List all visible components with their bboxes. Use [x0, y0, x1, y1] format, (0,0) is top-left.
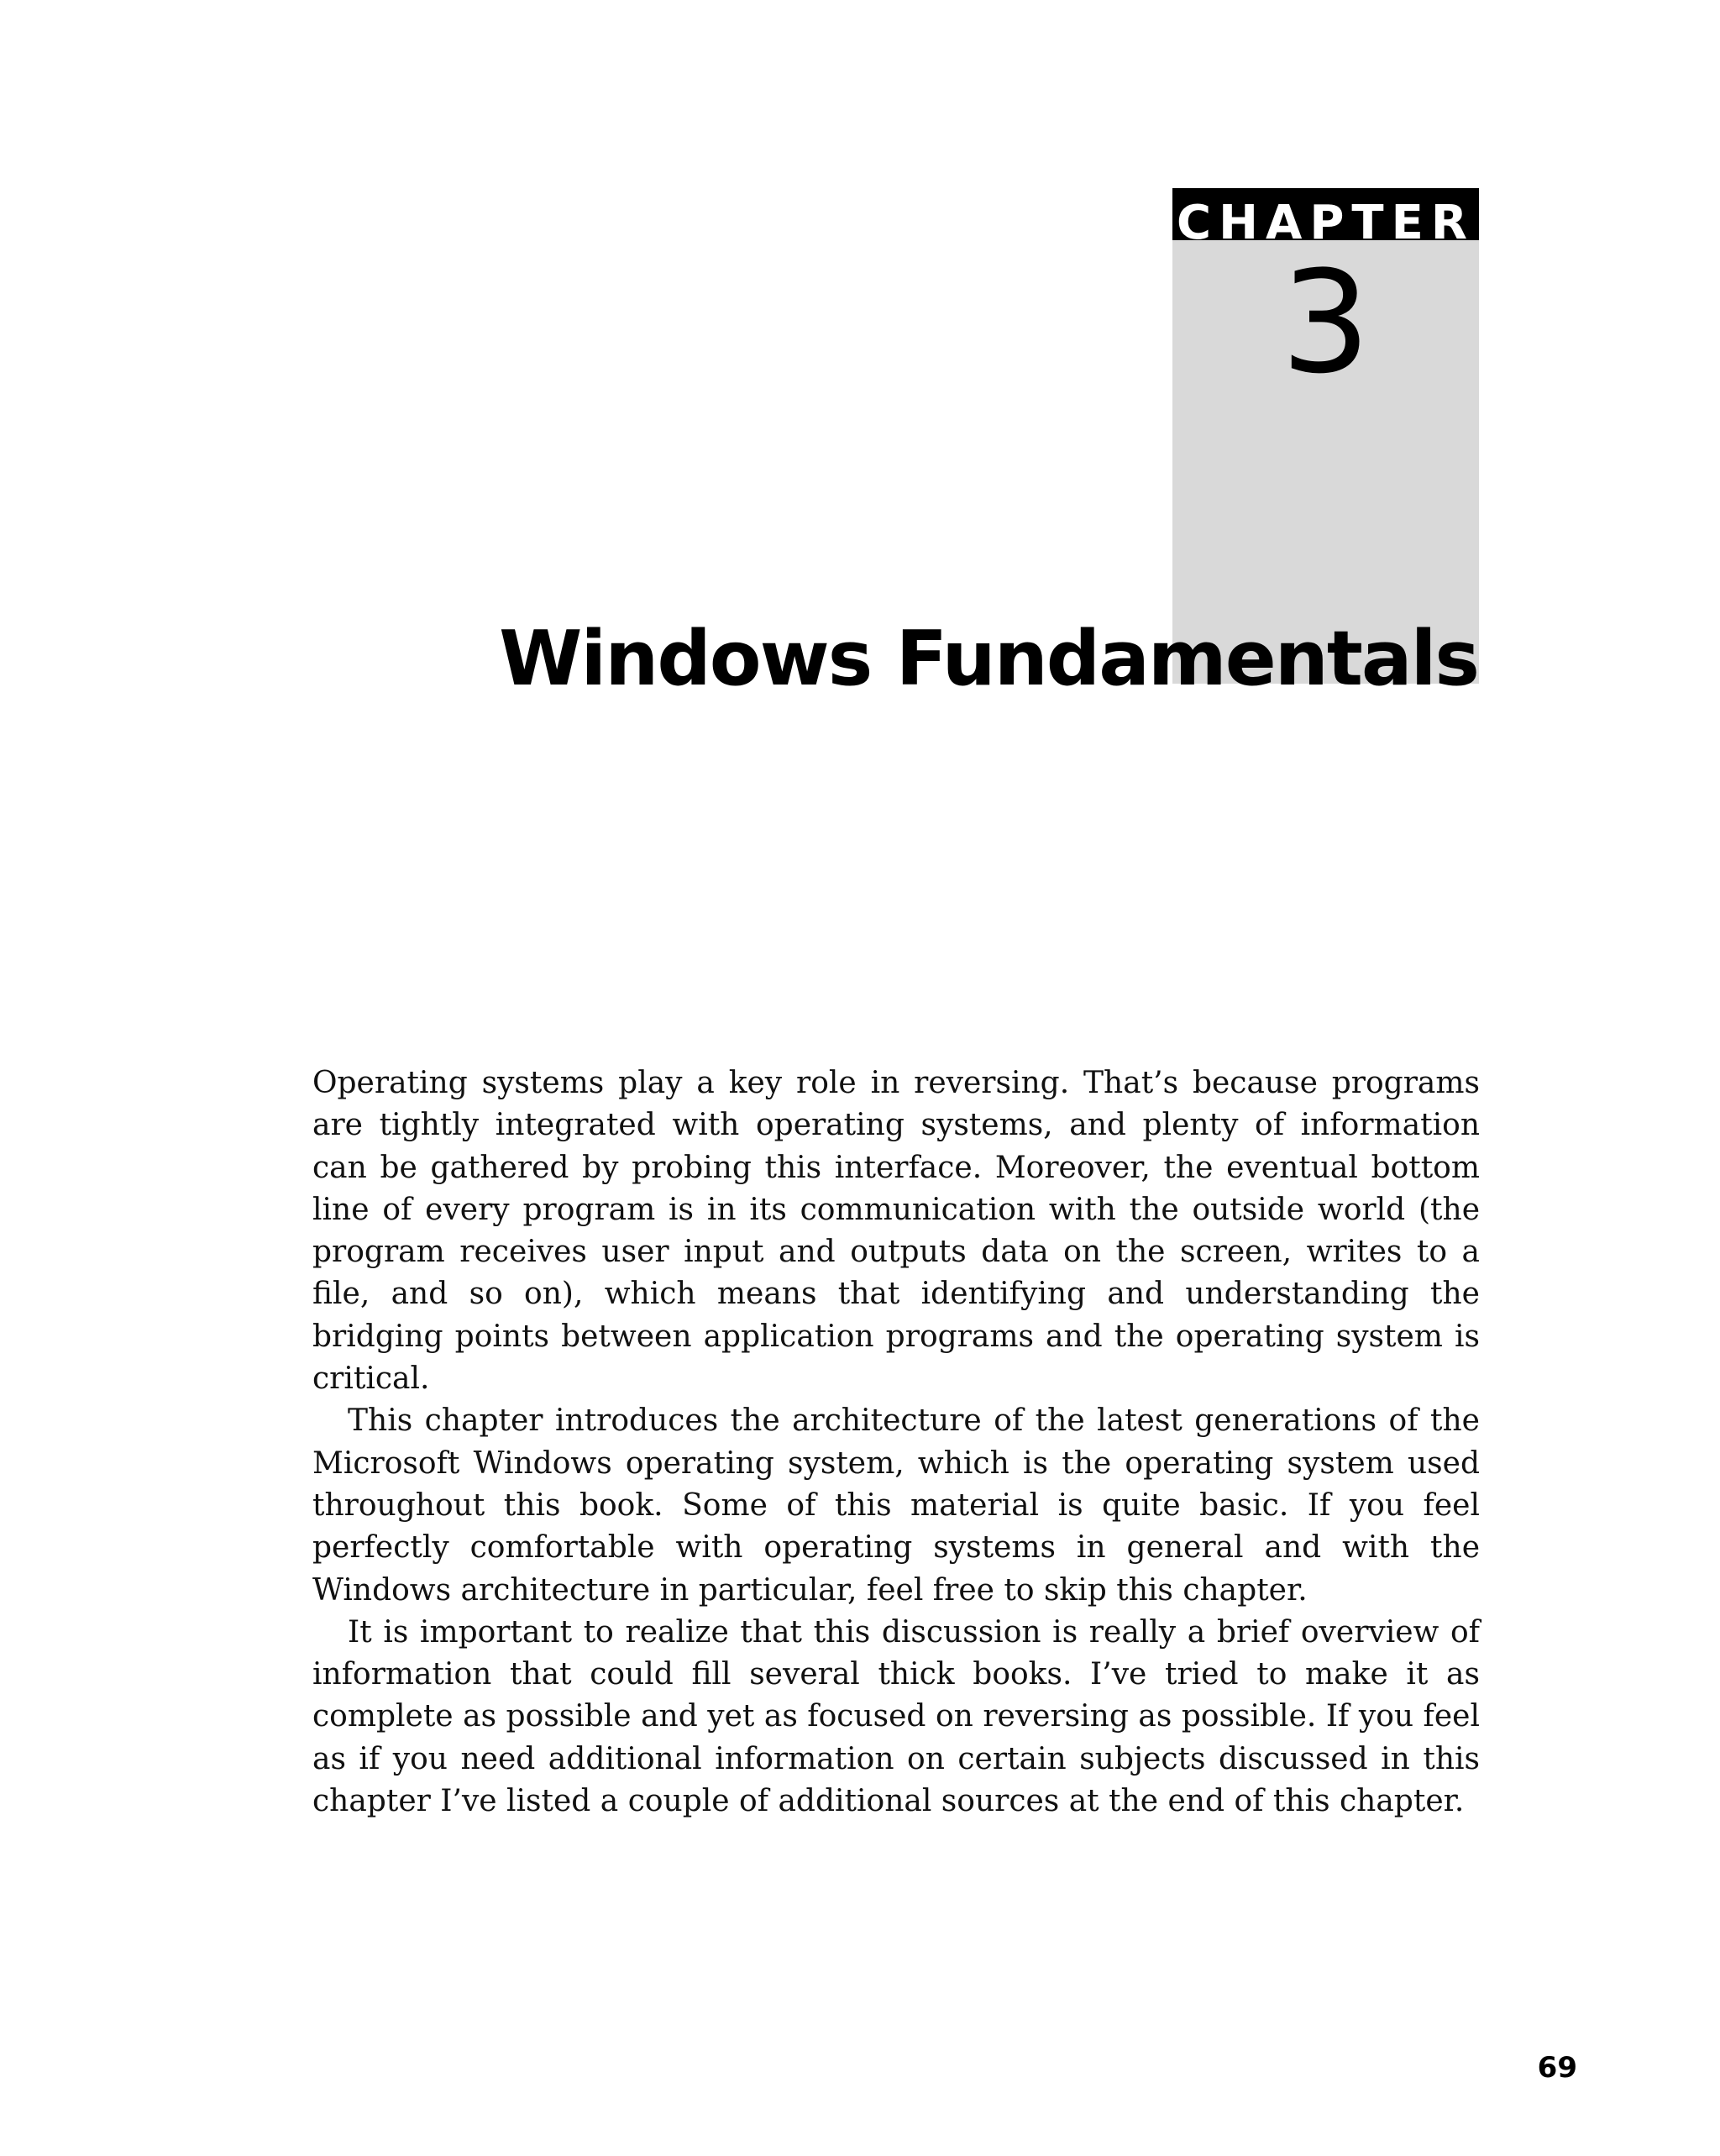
chapter-label: CHAPTER	[1177, 196, 1475, 240]
body-text	[312, 1062, 1480, 1823]
chapter-number: 3	[1281, 240, 1371, 405]
chapter-title: Windows Fundamentals	[499, 615, 1478, 703]
page-number: 69	[1537, 2051, 1577, 2085]
paragraph-3: It is important to realize that this discussion is really a brief overview of information that could fill several thick books. I’ve tried to make it as complete as possible and yet as focused on reversing as possible. If you feel as if you need additional information on certain subjects discussed in this chapter I’ve listed a couple of additional sources at the end of this chapter.	[312, 1614, 1480, 1819]
paragraph-1: Operating systems play a key role in reversing. That’s because programs are tightly integrated with operating systems, and plenty of information can be gathered by probing this interface. Moreover, the eventual bottom line of every program is in its communication with the outside world (the program receives user input and outputs data on the screen, writes to a file, and so on), which means that identifying and understanding the bridging points between application programs and the operating system is critical.	[312, 1066, 1480, 1397]
paragraph-2: This chapter introduces the architecture of the latest generations of the Microsoft Windows operating system, which is the operating system used throughout this book. Some of this material is quite basic. If you feel perfectly comfortable with operating systems in general and with the Windows architecture in particular, feel free to skip this chapter.	[312, 1403, 1480, 1608]
chapter-number-box	[1172, 188, 1479, 684]
chapter-label-bar	[1172, 188, 1479, 240]
